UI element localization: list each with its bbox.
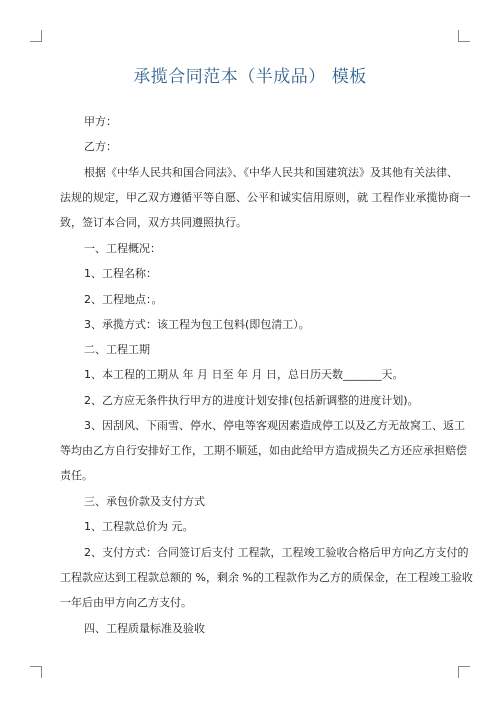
section-3-item-2-line-3: 一年后由甲方向乙方支付。 bbox=[60, 596, 192, 609]
crop-mark-bottom-right bbox=[458, 666, 470, 678]
section-1-item-2: 2、工程地点：。 bbox=[84, 293, 163, 306]
section-3-item-2-line-1: 2、支付方式：合同签订后支付 工程款，工程竣工验收合格后甲方向乙方支付的 bbox=[84, 546, 469, 559]
section-2-heading: 二、工程工期 bbox=[84, 343, 150, 356]
section-2-item-1: 1、本工程的工期从 年 月 日至 年 月 日，总日历天数_______天。 bbox=[84, 368, 404, 381]
section-1-item-1: 1、工程名称： bbox=[84, 267, 157, 280]
crop-mark-bottom-left bbox=[30, 666, 42, 678]
party-a-line: 甲方： bbox=[84, 115, 117, 128]
section-2-item-3-line-1: 3、因刮风、下雨雪、停水、停电等客观因素造成停工以及乙方无故窝工、返工 bbox=[84, 419, 465, 432]
party-b-line: 乙方： bbox=[84, 140, 117, 153]
section-2-item-3-line-3: 责任。 bbox=[60, 469, 93, 482]
crop-mark-top-right bbox=[458, 30, 470, 42]
intro-line-1: 根据《中华人民共和国合同法》、《中华人民共和国建筑法》及其他有关法律、 bbox=[84, 166, 458, 179]
intro-line-3: 致，签订本合同，双方共同遵照执行。 bbox=[60, 216, 247, 229]
section-1-heading: 一、工程概况： bbox=[84, 242, 161, 255]
crop-mark-top-left bbox=[30, 30, 42, 42]
section-4-heading: 四、工程质量标准及验收 bbox=[84, 622, 205, 635]
intro-line-2: 法规的规定，甲乙双方遵循平等自愿、公平和诚实信用原则，就 工程作业承揽协商一 bbox=[60, 191, 471, 204]
section-3-item-2-line-2: 工程款应达到工程款总额的 %，剩余 %的工程款作为乙方的质保金，在工程竣工验收 bbox=[60, 571, 473, 584]
section-2-item-2: 2、乙方应无条件执行甲方的进度计划安排(包括新调整的进度计划)。 bbox=[84, 394, 419, 407]
section-3-item-1: 1、工程款总价为 元。 bbox=[84, 520, 194, 533]
document-title: 承揽合同范本（半成品） 模板 bbox=[133, 67, 367, 87]
section-1-item-3: 3、承揽方式：该工程为包工包料(即包清工）。 bbox=[84, 318, 310, 331]
section-2-item-3-line-2: 等均由乙方自行安排好工作，工期不顺延，如由此给甲方造成损失乙方还应承担赔偿 bbox=[60, 444, 467, 457]
section-3-heading: 三、承包价款及支付方式 bbox=[84, 495, 205, 508]
